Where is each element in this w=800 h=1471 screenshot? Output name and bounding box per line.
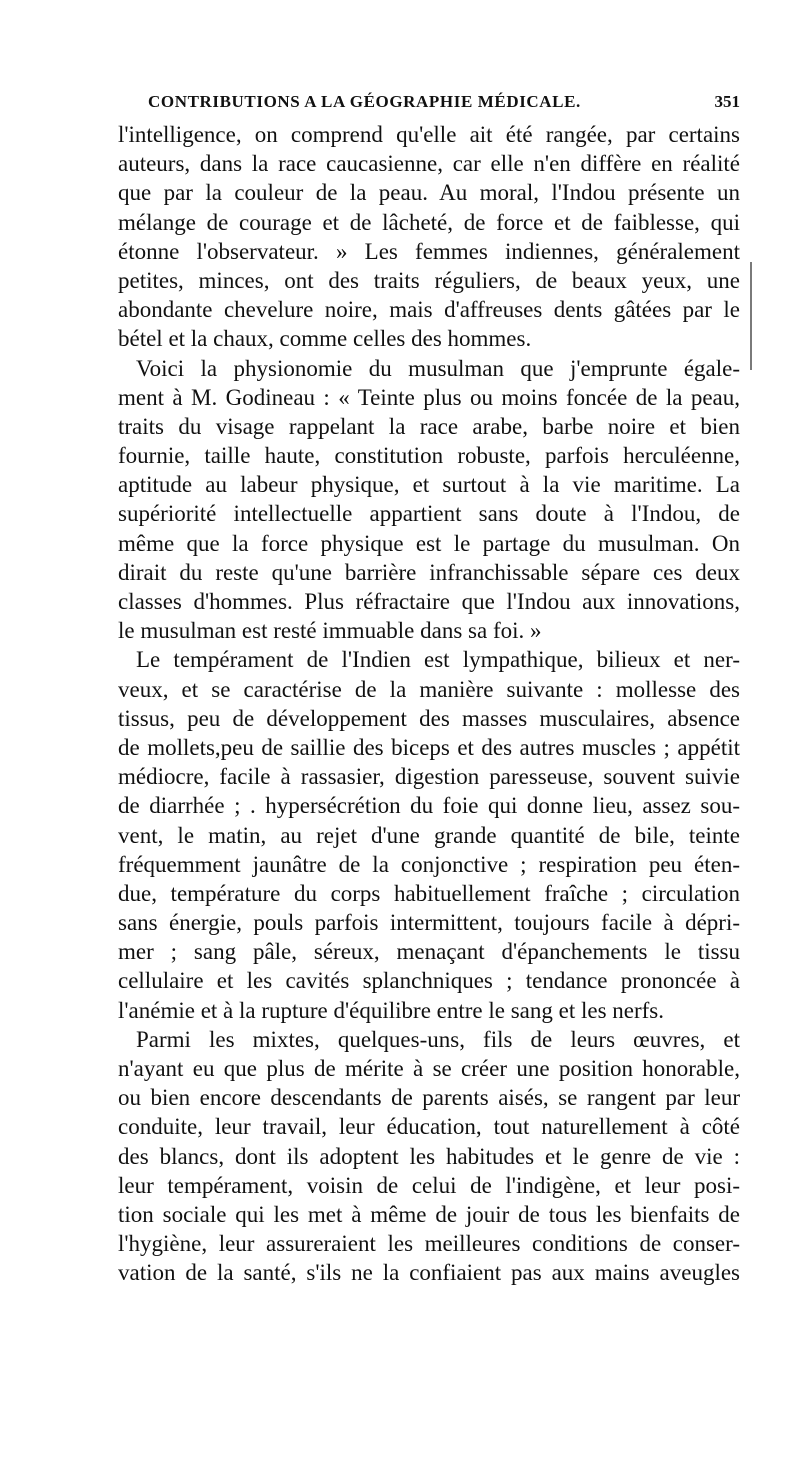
page-number: 351: [714, 92, 740, 111]
running-title: CONTRIBUTIONS A LA GÉOGRAPHIE MÉDICALE.: [148, 92, 581, 111]
text-line: traits du visage rappelant la race arabe, barbe noire et bien: [118, 413, 740, 439]
text-line: de mollets,peu de saillie des biceps et des autres muscles ; appétit: [118, 734, 740, 760]
text-line: fournie, taille haute, constitution robuste, parfois herculéenne,: [118, 443, 740, 469]
text-line: bétel et la chaux, comme celles des hommes.: [118, 326, 532, 352]
text-line: abondante chevelure noire, mais d'affreuses dents gâtées par le: [118, 297, 740, 323]
text-line: dirait du reste qu'une barrière infranchissable sépare ces deux: [118, 559, 740, 585]
text-line: Voici la physionomie du musulman que j'emprunte égale-: [136, 355, 740, 381]
text-line: vent, le matin, au rejet d'une grande quantité de bile, teinte: [118, 822, 740, 848]
text-line: mélange de courage et de lâcheté, de force et de faiblesse, qui: [118, 209, 740, 235]
text-line: Le tempérament de l'Indien est lympathique, bilieux et ner-: [136, 647, 740, 673]
text-line: leur tempérament, voisin de celui de l'indigène, et leur posi-: [118, 1172, 740, 1198]
text-line: conduite, leur travail, leur éducation, tout naturellement à côté: [118, 1114, 740, 1140]
text-line: veux, et se caractérise de la manière suivante : mollesse des: [118, 676, 740, 702]
text-line: étonne l'observateur. » Les femmes indiennes, généralement: [118, 238, 740, 264]
text-line: tissus, peu de développement des masses musculaires, absence: [118, 705, 740, 731]
text-line: Parmi les mixtes, quelques-uns, fils de leurs œuvres, et: [136, 1026, 740, 1052]
text-line: l'intelligence, on comprend qu'elle ait été rangée, par certains: [118, 122, 740, 147]
body-text: [118, 120, 740, 1288]
text-line: mer ; sang pâle, séreux, menaçant d'épanchements le tissu: [118, 939, 740, 965]
text-line: classes d'hommes. Plus réfractaire que l'Indou aux innovations,: [118, 589, 740, 614]
text-line: tion sociale qui les met à même de jouir de tous les bienfaits de: [118, 1201, 740, 1227]
text-line: médiocre, facile à rassasier, digestion paresseuse, souvent suivie: [118, 764, 740, 790]
text-line: le musulman est resté immuable dans sa foi. »: [118, 618, 542, 644]
text-line: que par la couleur de la peau. Au moral, l'Indou présente un: [118, 180, 740, 206]
margin-mark: [750, 262, 752, 370]
text-line: aptitude au labeur physique, et surtout à la vie maritime. La: [118, 472, 740, 498]
text-line: ment à M. Godineau : « Teinte plus ou moins foncée de la peau,: [118, 384, 740, 410]
text-line: ou bien encore descendants de parents aisés, se rangent par leur: [118, 1085, 740, 1111]
text-line: l'anémie et à la rupture d'équilibre entre le sang et les nerfs.: [118, 997, 665, 1023]
text-line: même que la force physique est le partage du musulman. On: [118, 530, 740, 556]
text-line: vation de la santé, s'ils ne la confiaient pas aux mains aveugles: [118, 1260, 740, 1286]
text-line: petites, minces, ont des traits réguliers, de beaux yeux, une: [118, 267, 740, 293]
text-line: de diarrhée ; . hypersécrétion du foie qui donne lieu, assez sou-: [118, 793, 740, 819]
text-line: fréquemment jaunâtre de la conjonctive ; respiration peu éten-: [118, 851, 740, 877]
text-line: cellulaire et les cavités splanchniques ; tendance prononcée à: [118, 968, 740, 994]
text-line: supériorité intellectuelle appartient sans doute à l'Indou, de: [118, 501, 740, 527]
text-line: sans énergie, pouls parfois intermittent, toujours facile à dépri-: [118, 910, 740, 936]
running-head: [118, 90, 740, 114]
text-line: des blancs, dont ils adoptent les habitudes et le genre de vie :: [118, 1143, 740, 1169]
text-line: due, température du corps habituellement fraîche ; circulation: [118, 880, 740, 906]
text-line: auteurs, dans la race caucasienne, car elle n'en diffère en réalité: [118, 151, 740, 177]
text-line: l'hygiène, leur assureraient les meilleures conditions de conser-: [118, 1231, 740, 1257]
text-line: n'ayant eu que plus de mérite à se créer une position honorable,: [118, 1056, 740, 1081]
